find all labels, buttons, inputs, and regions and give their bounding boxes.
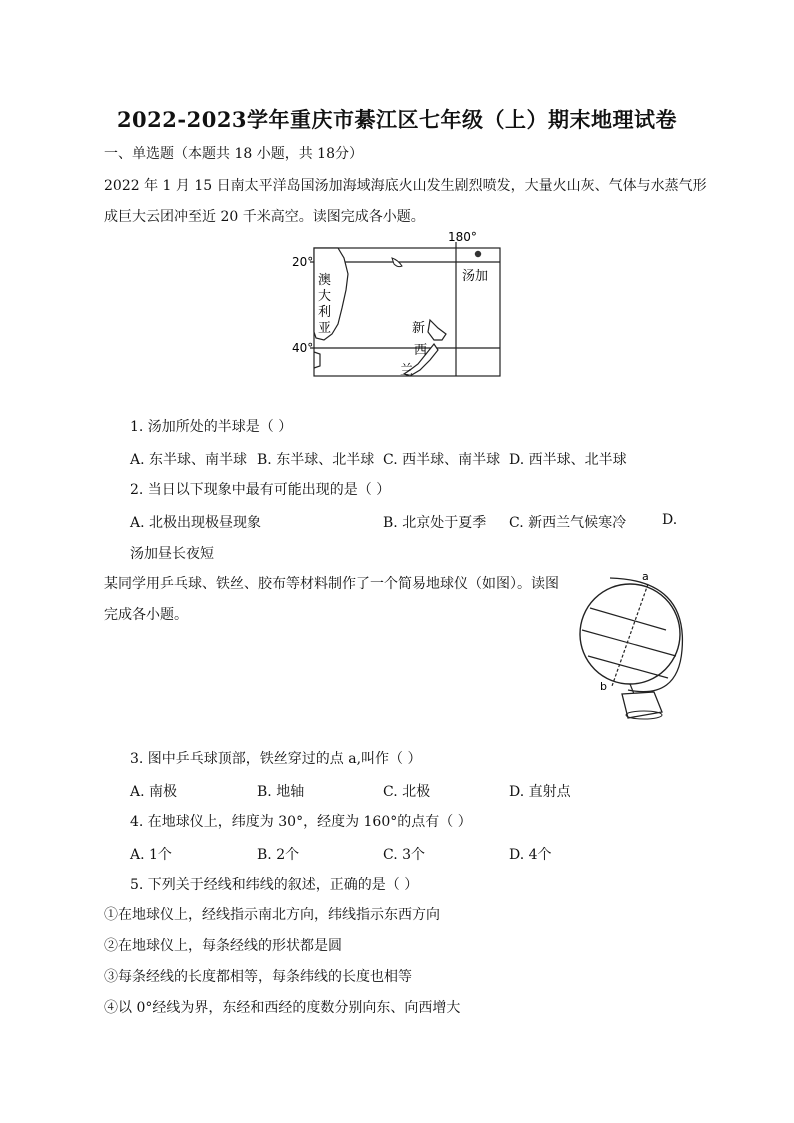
globe-stand-neck [630, 684, 634, 694]
q1-option-b: B. 东半球、北半球 [257, 452, 375, 468]
q3-option-b: B. 地轴 [257, 784, 305, 800]
q4-stem: 4. 在地球仪上，纬度为 30°，经度为 160°的点有（ ） [130, 814, 472, 830]
globe-point-b-label: b [600, 680, 607, 693]
intro-line-2: 成巨大云团冲至近 20 千米高空。读图完成各小题。 [104, 209, 425, 225]
q5-stem: 5. 下列关于经线和纬线的叙述，正确的是（ ） [130, 877, 419, 893]
australia-label-4: 亚 [318, 321, 332, 336]
q5-statement-2: ②在地球仪上，每条经线的形状都是圆 [104, 938, 342, 954]
q1-option-d: D. 西半球、北半球 [509, 452, 627, 468]
nz-north-island [428, 320, 446, 340]
q3-option-a: A. 南极 [130, 784, 178, 800]
australia-label-2: 大 [318, 289, 332, 304]
australia-label-1: 澳 [318, 273, 332, 288]
latitude-40-label: 40° [292, 341, 314, 355]
globe-stand-base [622, 692, 662, 718]
q4-option-b: B. 2个 [257, 847, 300, 863]
q1-option-a: A. 东半球、南半球 [130, 452, 248, 468]
q2-stem: 2. 当日以下现象中最有可能出现的是（ ） [130, 482, 391, 498]
q1-option-c: C. 西半球、南半球 [383, 452, 501, 468]
q2-option-b: B. 北京处于夏季 [383, 515, 487, 531]
nz-label-2: 西 [414, 343, 428, 358]
q2-option-a: A. 北极出现极昼现象 [130, 515, 262, 531]
page-title: 2022-2023学年重庆市綦江区七年级（上）期末地理试卷 [116, 107, 678, 132]
tonga-marker-icon [475, 251, 481, 257]
australia-label-3: 利 [318, 305, 332, 320]
q2-option-c: C. 新西兰气候寒冷 [509, 515, 627, 531]
q4-option-d: D. 4个 [509, 847, 552, 863]
section-heading: 一、单选题（本题共 18 小题，共 18分） [104, 146, 363, 162]
tasmania-coast [314, 352, 320, 368]
q4-option-a: A. 1个 [130, 847, 172, 863]
latitude-20-label: 20° [292, 255, 314, 269]
intro2-line-2: 完成各小题。 [104, 607, 188, 623]
q5-statement-3: ③每条经线的长度都相等，每条纬线的长度也相等 [104, 969, 412, 985]
longitude-180-label: 180° [448, 230, 477, 244]
globe-point-a-label: a [642, 570, 649, 583]
globe-figure [568, 570, 698, 722]
q1-stem: 1. 汤加所处的半球是（ ） [130, 419, 293, 435]
q3-option-d: D. 直射点 [509, 784, 571, 800]
intro-line-1: 2022 年 1 月 15 日南太平洋岛国汤加海域海底火山发生剧烈喷发，大量火山灰、气体与水蒸气形 [104, 178, 707, 194]
q5-statement-4: ④以 0°经线为界，东经和西经的度数分别向东、向西增大 [104, 1000, 461, 1016]
q4-option-c: C. 3个 [383, 847, 426, 863]
q3-option-c: C. 北极 [383, 784, 431, 800]
q2-option-d-text: 汤加昼长夜短 [130, 546, 214, 562]
nz-label-1: 新 [412, 321, 426, 336]
tonga-label: 汤加 [462, 269, 489, 284]
nz-label-3: 兰 [400, 363, 414, 378]
q3-stem: 3. 图中乒乓球顶部，铁丝穿过的点 a,叫作（ ） [130, 751, 422, 767]
tonga-map-figure [288, 228, 504, 380]
q5-statement-1: ①在地球仪上，经线指示南北方向，纬线指示东西方向 [104, 907, 440, 923]
q2-option-d: D. [662, 512, 678, 528]
intro2-line-1: 某同学用乒乓球、铁丝、胶布等材料制作了一个简易地球仪（如图）。读图 [104, 576, 559, 592]
